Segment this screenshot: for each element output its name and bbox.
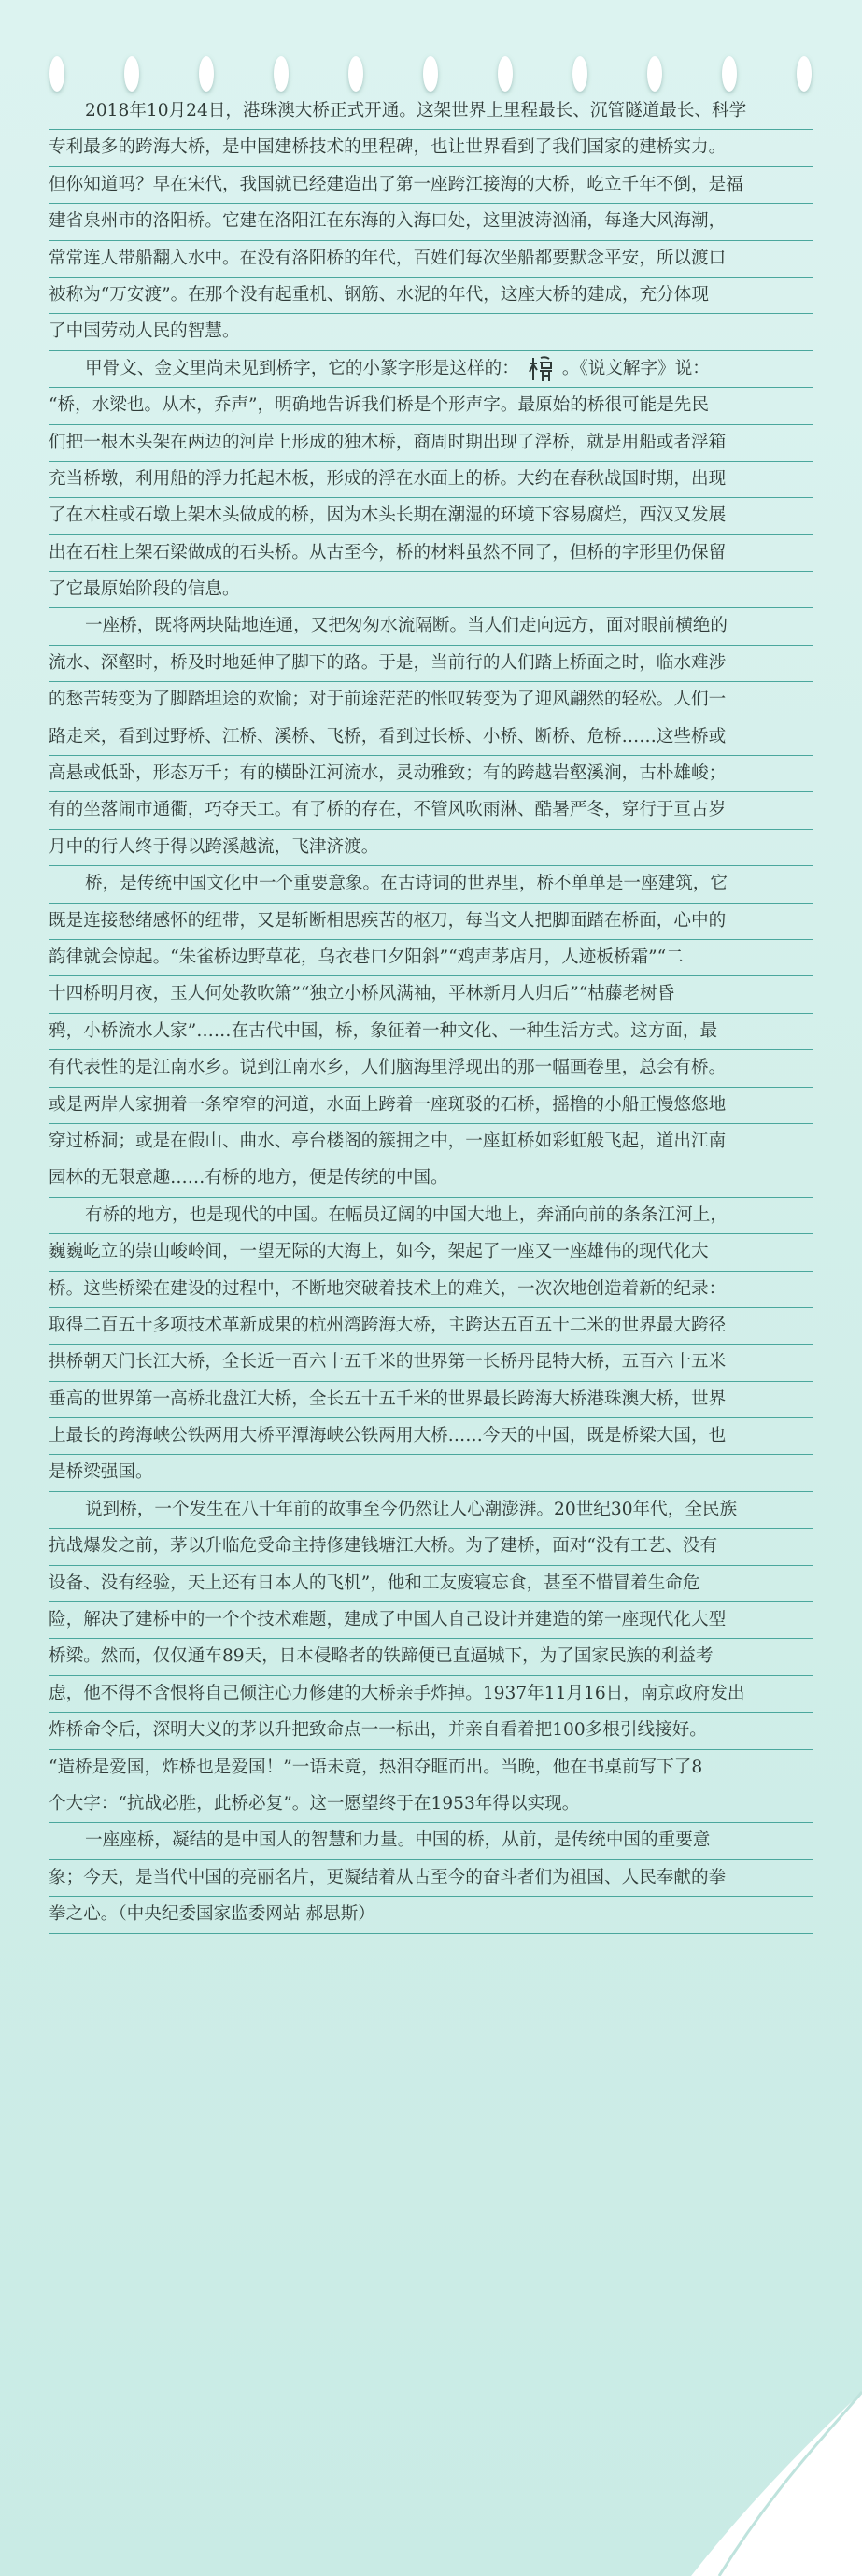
text-line: 穿过桥洞；或是在假山、曲水、亭台楼阁的簇拥之中，一座虹桥如彩虹般飞起，道出江南 [49,1124,813,1160]
text-line: 虑，他不得不含恨将自己倾注心力修建的大桥亲手炸掉。1937年11月16日，南京政府发出 [49,1676,813,1713]
text-line: 园林的无限意趣……有桥的地方，便是传统的中国。 [49,1160,813,1197]
text-line: 抗战爆发之前，茅以升临危受命主持修建钱塘江大桥。为了建桥，面对“没有工艺、没有 [49,1529,813,1565]
text-line: 一座桥，既将两块陆地连通，又把匆匆水流隔断。当人们走向远方，面对眼前横绝的 [49,608,813,645]
text-line: 拱桥朝天门长江大桥，全长近一百六十五千米的世界第一长桥丹昆特大桥，五百六十五米 [49,1345,813,1381]
text-line: 一座座桥，凝结的是中国人的智慧和力量。中国的桥，从前，是传统中国的重要意 [49,1823,813,1859]
text-line: 出在石柱上架石梁做成的石头桥。从古至今，桥的材料虽然不同了，但桥的字形里仍保留 [49,535,813,572]
text-line: 桥，是传统中国文化中一个重要意象。在古诗词的世界里，桥不单单是一座建筑，它 [49,866,813,903]
text-segment: 甲骨文、金文里尚未见到桥字，它的小篆字形是这样的： [85,358,519,378]
text-line: 取得二百五十多项技术革新成果的杭州湾跨海大桥，主跨达五百五十二米的世界最大跨径 [49,1308,813,1345]
text-line: 常常连人带船翻入水中。在没有洛阳桥的年代，百姓们每次坐船都要默念平安，所以渡口 [49,241,813,278]
text-line: 上最长的跨海峡公铁两用大桥平潭海峡公铁两用大桥……今天的中国，既是桥梁大国，也 [49,1418,813,1455]
text-line: 个大字：“抗战必胜，此桥必复”。这一愿望终于在1953年得以实现。 [49,1786,813,1823]
text-line: 炸桥命令后，深明大义的茅以升把致命点一一标出，并亲自看着把100多根引线接好。 [49,1713,813,1749]
text-line: 月中的行人终于得以跨溪越流，飞津济渡。 [49,830,813,866]
text-line: 象；今天，是当代中国的亮丽名片，更凝结着从古至今的奋斗者们为祖国、人民奉献的拳 [49,1860,813,1897]
text-line: 专利最多的跨海大桥，是中国建桥技术的里程碑，也让世界看到了我们国家的建桥实力。 [49,130,813,166]
text-line: 设备、没有经验，天上还有日本人的飞机”，他和工友废寝忘食，甚至不惜冒着生命危 [49,1566,813,1602]
text-line: 了它最原始阶段的信息。 [49,572,813,608]
text-line: 了中国劳动人民的智慧。 [49,314,813,350]
text-line: 有桥的地方，也是现代的中国。在幅员辽阔的中国大地上，奔涌向前的条条江河上， [49,1198,813,1234]
text-line: 被称为“万安渡”。在那个没有起重机、钢筋、水泥的年代，这座大桥的建成，充分体现 [49,278,813,314]
text-line: 鸦，小桥流水人家”……在古代中国，桥，象征着一种文化、一种生活方式。这方面，最 [49,1014,813,1050]
text-line: 险，解决了建桥中的一个个技术难题，建成了中国人自己设计并建造的第一座现代化大型 [49,1602,813,1639]
text-line: 说到桥，一个发生在八十年前的故事至今仍然让人心潮澎湃。20世纪30年代，全民族 [49,1492,813,1529]
text-line: 十四桥明月夜，玉人何处教吹箫”“独立小桥风满袖，平林新月人归后”“枯藤老树昏 [49,976,813,1013]
text-line: 拳之心。（中央纪委国家监委网站 郝思斯） [49,1897,813,1933]
text-line: 建省泉州市的洛阳桥。它建在洛阳江在东海的入海口处，这里波涛汹涌，每逢大风海潮， [49,204,813,240]
text-line: “造桥是爱国，炸桥也是爱国！”一语未竟，热泪夺眶而出。当晚，他在书桌前写下了8 [49,1750,813,1786]
text-line: 桥。这些桥梁在建设的过程中，不断地突破着技术上的难关，一次次地创造着新的纪录： [49,1272,813,1308]
text-line: 充当桥墩，利用船的浮力托起木板，形成的浮在水面上的桥。大约在春秋战国时期，出现 [49,462,813,498]
text-line: 们把一根木头架在两边的河岸上形成的独木桥，商周时期出现了浮桥，就是用船或者浮箱 [49,425,813,462]
text-line: 既是连接愁绪感怀的纽带，又是斩断相思疾苦的枢刀，每当文人把脚面踏在桥面，心中的 [49,904,813,940]
text-line: 是桥梁强国。 [49,1455,813,1491]
text-line: 高悬或低卧，形态万千；有的横卧江河流水，灵动雅致；有的跨越岩壑溪涧，古朴雄峻； [49,756,813,792]
text-line: 但你知道吗？早在宋代，我国就已经建造出了第一座跨江接海的大桥，屹立千年不倒，是福 [49,167,813,204]
text-line: 2018年10月24日，港珠澳大桥正式开通。这架世界上里程最长、沉管隧道最长、科学 [49,93,813,130]
text-line: 路走来，看到过野桥、江桥、溪桥、飞桥，看到过长桥、小桥、断桥、危桥……这些桥或 [49,719,813,756]
text-line: 巍巍屹立的崇山峻岭间，一望无际的大海上，如今，架起了一座又一座雄伟的现代化大 [49,1234,813,1271]
text-line: “桥，水梁也。从木，乔声”，明确地告诉我们桥是个形声字。最原始的桥很可能是先民 [49,388,813,424]
text-line: 流水、深壑时，桥及时地延伸了脚下的路。于是，当前行的人们踏上桥面之时，临水难涉 [49,646,813,682]
text-line: 桥梁。然而，仅仅通车89天，日本侵略者的铁蹄便已直逼城下，为了国家民族的利益考 [49,1639,813,1675]
text-line: 垂高的世界第一高桥北盘江大桥，全长五十五千米的世界最长跨海大桥港珠澳大桥，世界 [49,1382,813,1418]
text-segment: 。《说文解字》说： [561,358,710,378]
text-line: 有的坐落闹市通衢，巧夺天工。有了桥的存在，不管风吹雨淋、酷暑严冬，穿行于亘古岁 [49,792,813,829]
text-line: 的愁苦转变为了脚踏坦途的欢愉；对于前途茫茫的怅叹转变为了迎风翩然的轻松。人们一 [49,682,813,719]
text-line: 韵律就会惊起。“朱雀桥边野草花，乌衣巷口夕阳斜”“鸡声茅店月，人迹板桥霜”“二 [49,940,813,976]
text-line: 了在木柱或石墩上架木头做成的桥，因为木头长期在潮湿的环境下容易腐烂，西汉又发展 [49,498,813,534]
text-line: 有代表性的是江南水乡。说到江南水乡，人们脑海里浮现出的那一幅画卷里，总会有桥。 [49,1050,813,1087]
text-line: 或是两岸人家拥着一条窄窄的河道，水面上跨着一座斑驳的石桥，摇橹的小船正慢悠悠地 [49,1088,813,1124]
